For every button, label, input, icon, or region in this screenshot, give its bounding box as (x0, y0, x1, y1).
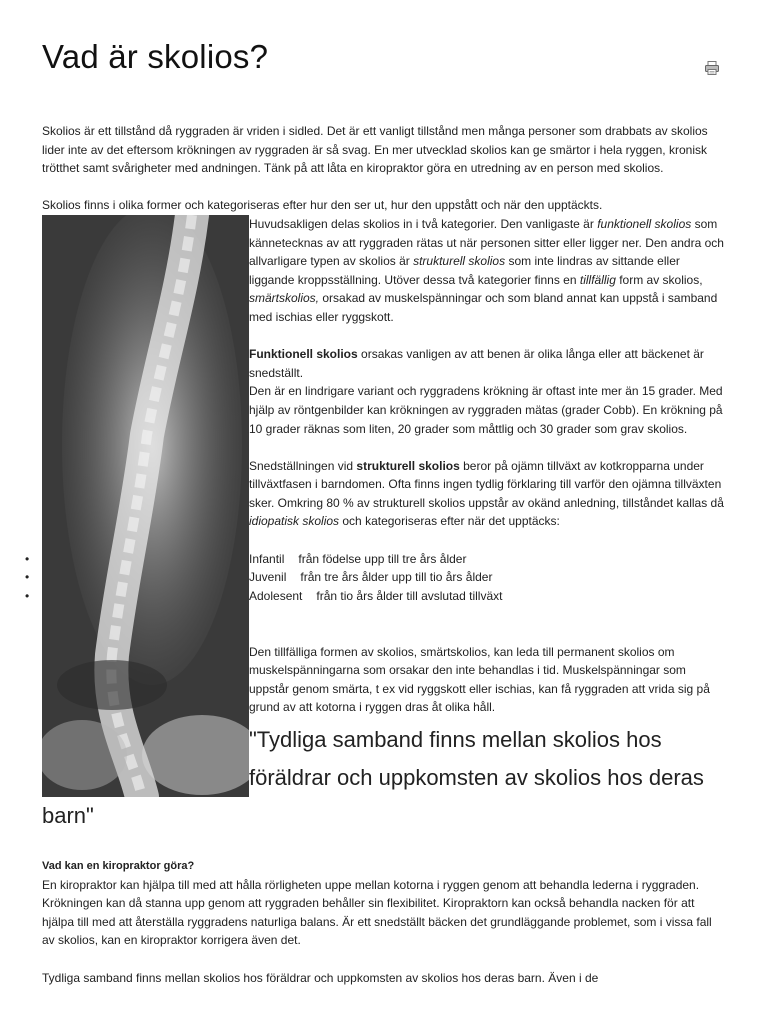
age-category-list (42, 550, 726, 606)
printer-icon[interactable] (704, 60, 720, 76)
chiro-heading: Vad kan en kiropraktor göra? (42, 860, 195, 872)
functional-paragraph: Funktionell skolios orsakas vanligen av att benen är olika långa eller att bäckenet är snedställt. Den är en lindrigare variant och ryggradens krökning är oftast inte mer än 15 grader. Med hjälp av röntgenbilder kan krökningen av ryggraden mätas (grader Cobb). En krökning på 10 grader räknas som liten, 20 grader som måttlig och 30 grader som grav skolios. (249, 347, 723, 436)
article-body (42, 122, 726, 987)
intro-paragraph: Skolios är ett tillstånd då ryggraden är vriden i sidled. Det är ett vanligt tillstånd men många personer som drabbats av skolios lider inte av det eftersom krökningen av ryggraden är så svag. En mer utvecklad skolios kan ge smärtor i hela ryggen, kronisk trötthet samt svårigheter med andningen. Tänk på att låta en kiropraktor göra en utredning av en person med skolios. (42, 124, 708, 176)
list-item: • Infantil från födelse upp till tre års ålder (42, 550, 726, 569)
page-title: Vad är skolios? (42, 38, 269, 75)
forms-intro-paragraph: Skolios finns i olika former och kategoriseras efter hur den ser ut, hur den uppstått och när den upptäckts. (42, 198, 603, 213)
chiro-paragraph: En kiropraktor kan hjälpa till med att hålla rörligheten uppe mellan kotorna i ryggen genom att behandla lederna i ryggraden. Krökningen kan då stanna upp genom att ryggraden behåller sin flexibilitet. Kiropraktorn kan också behandla nacken för att hjälpa till med att återställa ryggradens naturliga balans. Är ett snedställt bäcken det grundläggande problemet, som i vissa fall av skolios, kan en kiropraktor korrigera även det. (42, 877, 712, 948)
spine-xray-image (42, 215, 249, 797)
pull-quote: "Tydliga samband finns mellan skolios hos föräldrar och uppkomsten av skolios hos deras barn" (42, 727, 704, 828)
structural-paragraph: Snedställningen vid strukturell skolios beror på ojämn tillväxt av kotkropparna under tillväxtfasen i barndomen. Ofta finns ingen tydlig förklaring till varför den ojämna tillväxten sker. Omkring 80 % av strukturell skolios uppstår av okänd anledning, tillståndet kallas då idiopatisk skolios och kategoriseras efter när det upptäcks: (249, 458, 724, 529)
temporary-paragraph: Den tillfälliga formen av skolios, smärtskolios, kan leda till permanent skolios om muskelspänningarna som orsakar den inte behandlas i tid. Muskelspänningar som uppstår genom smärta, t ex vid ryggskott eller ischias, kan få ryggraden att vrida sig på grund av att kotorna i ryggen dras åt olika håll. (249, 644, 710, 715)
list-item: • Juvenil från tre års ålder upp till tio års ålder (42, 568, 726, 587)
categories-paragraph: Huvudsakligen delas skolios in i två kategorier. Den vanligaste är funktionell skolios som kännetecknas av att ryggraden rätas ut när personen sitter eller ligger ner. Den andra och allvarligare typen av skolios är strukturell skolios som inte lindras av sittande eller liggande kroppsställning. Utöver dessa två kategorier finns en tillfällig form av skolios, smärtskolios, orsakad av muskelspänningar och som bland annat kan uppstå i samband med ischias eller ryggskott. (249, 216, 724, 324)
last-paragraph: Tydliga samband finns mellan skolios hos föräldrar och uppkomsten av skolios hos deras barn. Även i de (42, 970, 599, 985)
list-item: • Adolesent från tio års ålder till avslutad tillväxt (42, 587, 726, 606)
